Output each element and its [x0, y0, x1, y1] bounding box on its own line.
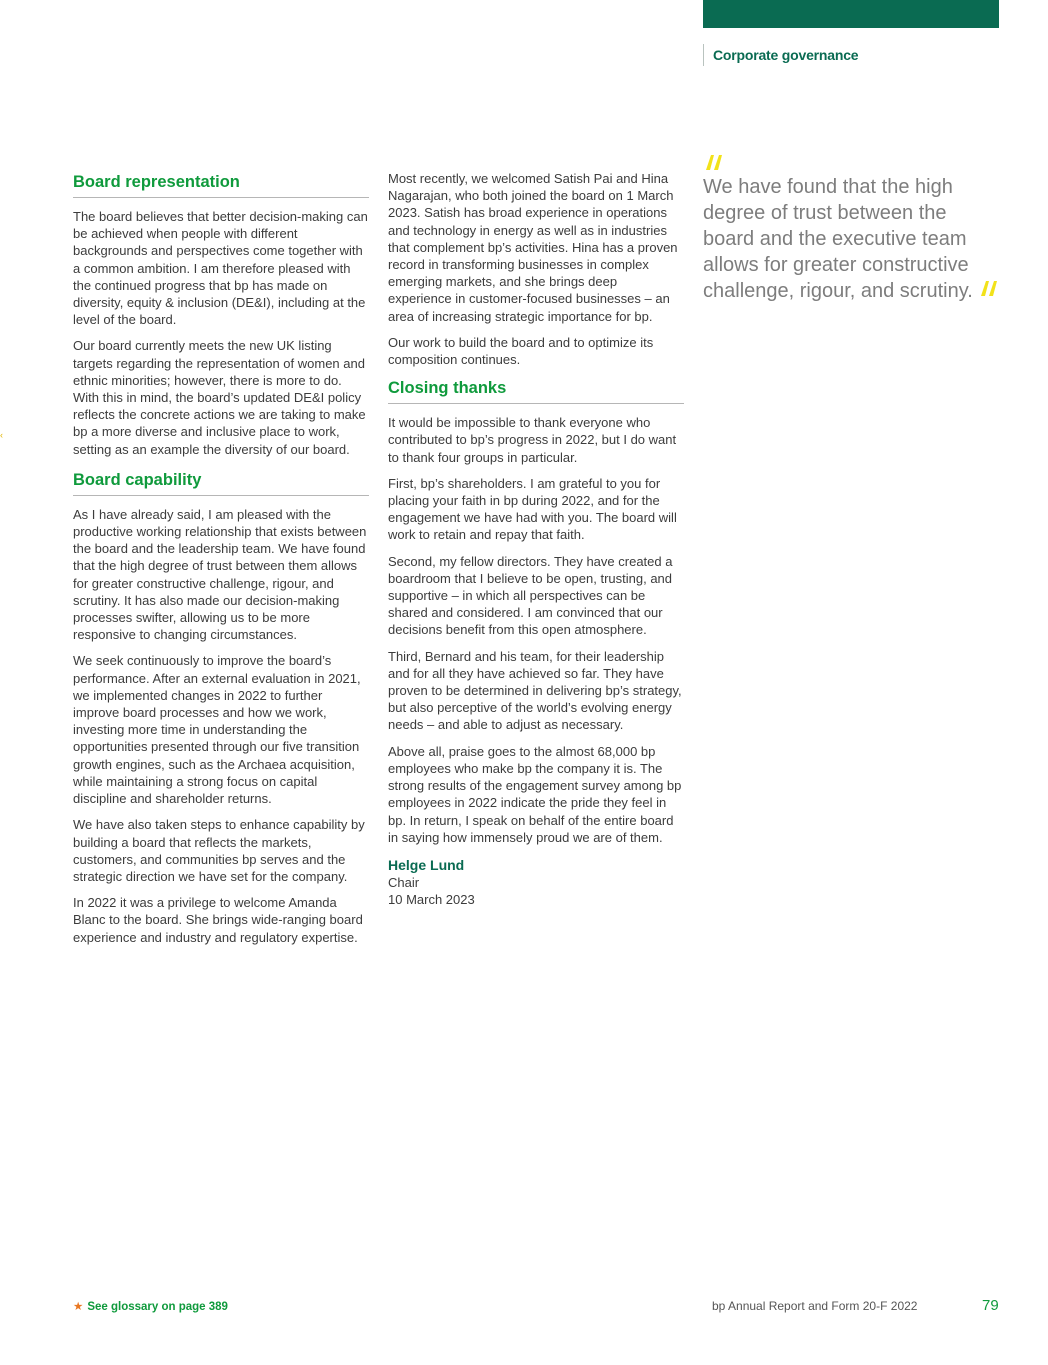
paragraph: Our work to build the board and to optimize its composition continues.: [388, 334, 654, 368]
paragraph: Third, Bernard and his team, for their leadership and for all they have achieved so far. They have proven to be determined in delivering bp’s strategy, but also perceptive of the world’s evolving energy needs – and able to adjust as necessary.: [388, 648, 682, 733]
page-number: 79: [982, 1297, 999, 1314]
paragraph: In 2022 it was a privilege to welcome Amanda Blanc to the board. She brings wide-ranging board experience and industry and regulatory expertise.: [73, 895, 363, 945]
header-bar: [703, 0, 999, 28]
quote-close-icon: [978, 278, 1000, 305]
pull-quote: [703, 152, 1003, 305]
heading-closing-thanks: Closing thanks: [388, 378, 684, 404]
paragraph: We have also taken steps to enhance capability by building a board that reflects the markets, customers, and communities bp serves and the strategic direction we have set for the company.: [73, 817, 365, 884]
paragraph: We seek continuously to improve the board’s performance. After an external evaluation in 2021, we implemented changes in 2022 to further improve board processes and how we work, investing more time in understanding the opportunities presented through our five transition growth engines, such as the Archaea acquisition, while maintaining a strong focus on capital discipline and shareholder returns.: [73, 653, 361, 807]
glossary-link[interactable]: [73, 1299, 228, 1313]
signature-title: Chair: [388, 874, 420, 890]
edge-mark-icon: ‹: [0, 430, 3, 440]
signature-date: 10 March 2023: [388, 892, 475, 908]
paragraph: The board believes that better decision-making can be achieved when people with different backgrounds and perspectives come together with a common ambition. I am therefore pleased with the continued progress that bp has made on diversity, equity & inclusion (DE&I), including at the level of the board.: [73, 209, 368, 328]
heading-board-capability: Board capability: [73, 470, 369, 496]
paragraph: Above all, praise goes to the almost 68,000 bp employees who make bp the company it is. The strong results of the engagement survey among bp employees in 2022 indicate the pride they feel in bp. In return, I speak on behalf of the entire board in saying how immensely proud we are of them.: [388, 743, 682, 845]
paragraph: As I have already said, I am pleased with the productive working relationship that exists between the board and the leadership team. We have found that the high degree of trust between them allows for greater constructive challenge, rigour, and scrutiny. It has also made our decision-making processes swifter, allowing us to be more responsive to changing circumstances.: [73, 506, 367, 643]
paragraph: It would be impossible to thank everyone who contributed to bp’s progress in 2022, but I do want to thank four groups in particular.: [388, 415, 677, 465]
report-title: bp Annual Report and Form 20-F 2022: [712, 1299, 918, 1313]
paragraph: First, bp’s shareholders. I am grateful to you for placing your faith in bp during 2022, and for the engagement we have had with you. The board will work to retain and repay that faith.: [388, 475, 677, 543]
paragraph: Our board currently meets the new UK listing targets regarding the representation of women and ethnic minorities; however, there is more to do. With this in mind, the board’s updated DE&I policy reflects the concrete actions we are taking to make bp a more diverse and inclusive place to work, setting as an example the diversity of our board.: [73, 338, 366, 457]
column-left: [73, 170, 369, 955]
quote-open-icon: [703, 152, 1003, 174]
star-icon: ★: [73, 1301, 84, 1313]
column-middle: [388, 170, 684, 908]
paragraph: Second, my fellow directors. They have created a boardroom that I believe to be open, trusting, and supportive – in which all perspectives can be shared and considered. I am convinced that our decisions benefit from this open atmosphere.: [388, 553, 673, 638]
heading-board-representation: Board representation: [73, 172, 369, 198]
paragraph: Most recently, we welcomed Satish Pai and Hina Nagarajan, who both joined the board on 1 March 2023. Satish has broad experience in operations and technology in energy as well as in industries that complement bp’s activities. Hina has a proven record in transforming businesses in complex emerging markets, and she brings deep experience in customer-focused businesses – an area of increasing strategic importance for bp.: [388, 171, 678, 324]
section-label: Corporate governance: [703, 44, 858, 66]
glossary-text: See glossary on page 389: [87, 1301, 228, 1313]
signature-name: Helge Lund: [388, 856, 465, 873]
quote-text-block: [703, 174, 1003, 305]
quote-text: We have found that the high degree of trust between the board and the executive team allows for greater constructive challenge, rigour, and scrutiny.: [703, 176, 973, 302]
